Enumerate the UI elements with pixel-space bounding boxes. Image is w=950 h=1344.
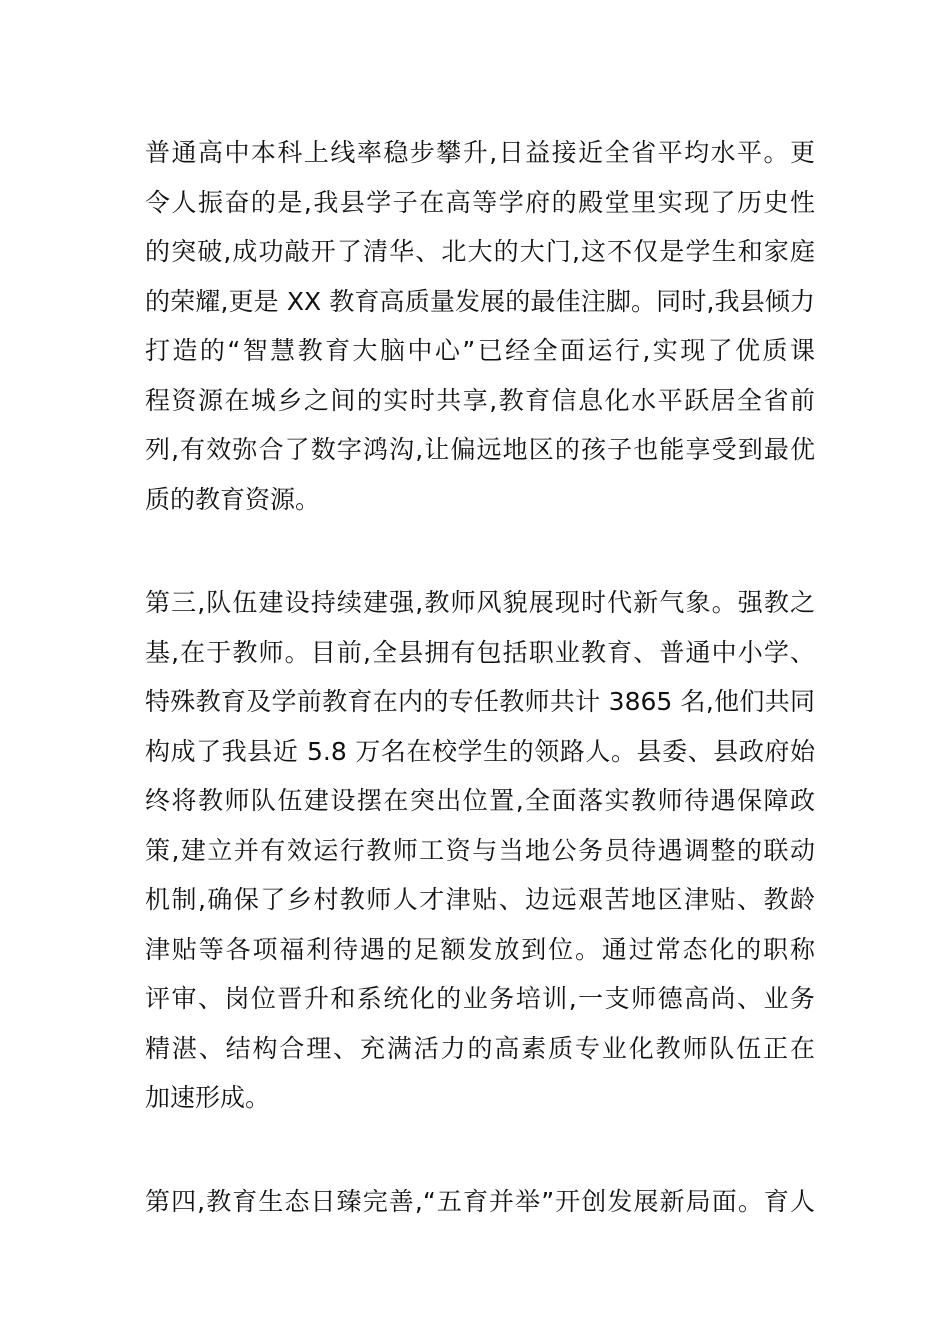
paragraph-ecology — [145, 1177, 815, 1227]
text-line: 的突破,成功敲开了清华、北大的大门,这不仅是学生和家庭 — [145, 237, 815, 266]
text-line: 机制,确保了乡村教师人才津贴、边远艰苦地区津贴、教龄 — [145, 885, 815, 914]
text-line: 的荣耀,更是 XX 教育高质量发展的最佳注脚。同时,我县倾力 — [145, 286, 815, 316]
paragraph-results — [145, 128, 815, 524]
text-line: 构成了我县近 5.8 万名在校学生的领路人。县委、县政府始 — [145, 736, 815, 766]
text-line: 终将教师队伍建设摆在突出位置,全面落实教师待遇保障政 — [145, 786, 815, 815]
text-line: 特殊教育及学前教育在内的专任教师共计 3865 名,他们共同 — [145, 687, 815, 716]
text-line: 津贴等各项福利待遇的足额发放到位。通过常态化的职称 — [145, 934, 815, 964]
text-line: 程资源在城乡之间的实时共享,教育信息化水平跃居全省前 — [145, 385, 815, 415]
text-line: 普通高中本科上线率稳步攀升,日益接近全省平均水平。更 — [145, 138, 815, 167]
text-line: 精湛、结构合理、充满活力的高素质专业化教师队伍正在 — [145, 1033, 815, 1063]
text-line: 基,在于教师。目前,全县拥有包括职业教育、普通中小学、 — [145, 637, 815, 667]
text-line: 打造的“智慧教育大脑中心”已经全面运行,实现了优质课 — [145, 336, 815, 365]
text-line: 令人振奋的是,我县学子在高等学府的殿堂里实现了历史性 — [145, 187, 815, 217]
text-line: 质的教育资源。 — [145, 484, 321, 514]
paragraph-teachers — [145, 578, 815, 1123]
text-line: 加速形成。 — [145, 1083, 271, 1112]
text-line: 评审、岗位晋升和系统化的业务培训,一支师德高尚、业务 — [145, 984, 815, 1013]
text-line: 策,建立并有效运行教师工资与当地公务员待遇调整的联动 — [145, 835, 815, 865]
text-line: 列,有效弥合了数字鸿沟,让偏远地区的孩子也能享受到最优 — [145, 435, 815, 464]
text-line: 第四,教育生态日臻完善,“五育并举”开创发展新局面。育人 — [145, 1187, 815, 1216]
text-line: 第三,队伍建设持续建强,教师风貌展现时代新气象。强教之 — [145, 588, 815, 617]
